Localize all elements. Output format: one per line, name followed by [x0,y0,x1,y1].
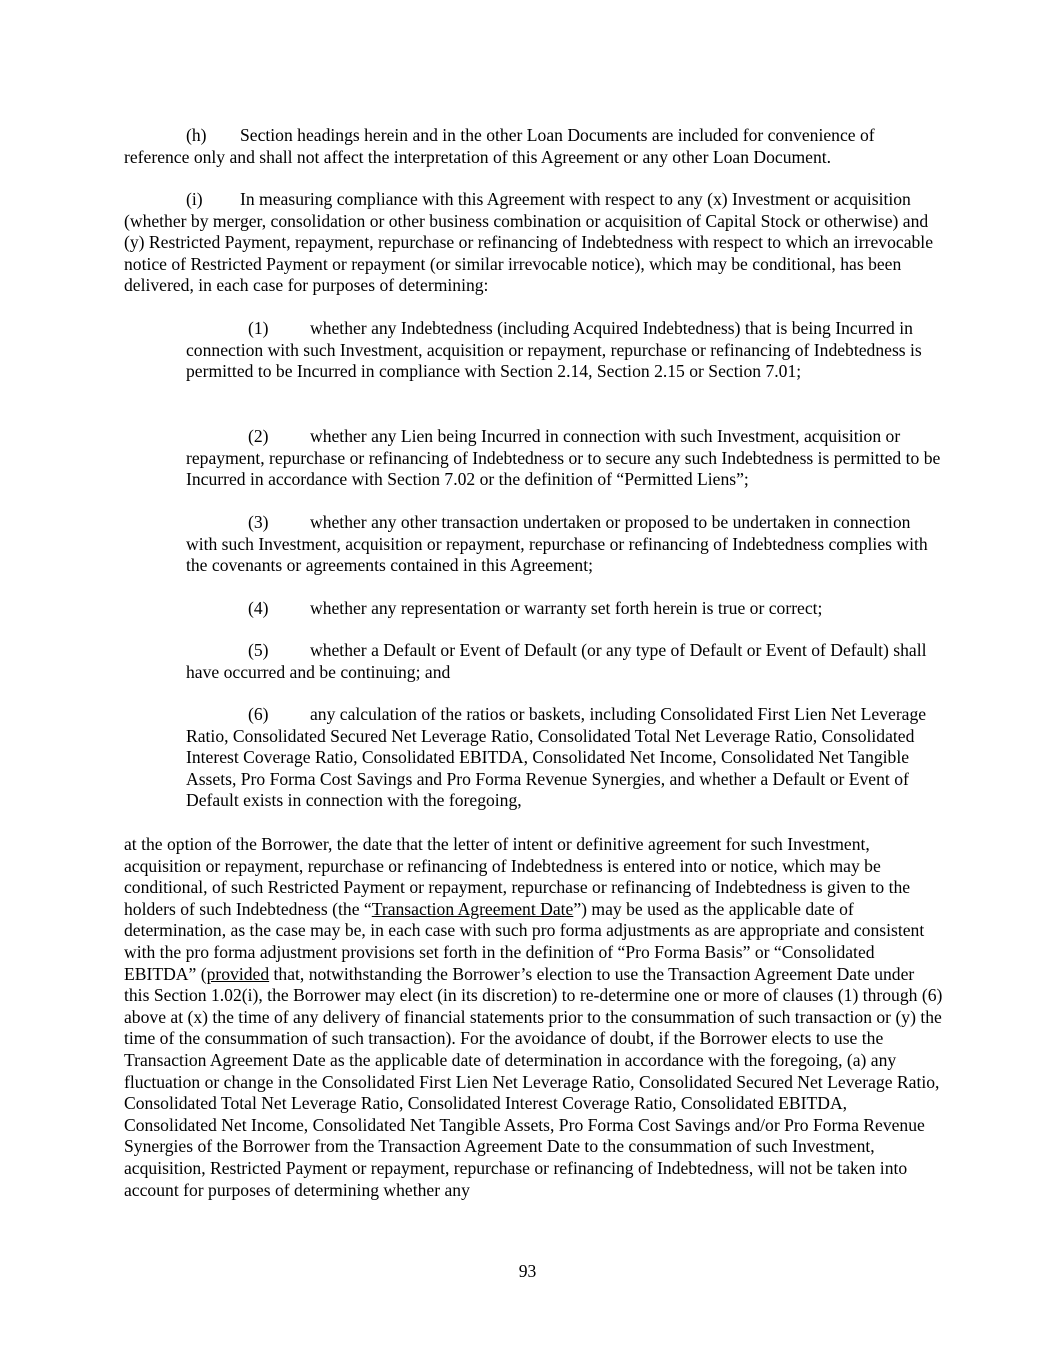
subclause-1-text: whether any Indebtedness (including Acquired Indebtedness) that is being Incurred in connection with such Investment, acquisition or repayment, repurchase or refinancing of Indebtedness is permitted to be Incurred in compliance with Section 2.14, Section 2.15 or Section 7.01; [186,318,922,382]
provided-term: provided [206,963,270,984]
subclause-5 [186,640,946,683]
page-number: 93 [518,1261,537,1281]
subclause-4 [186,598,946,620]
subclause-2 [186,426,946,491]
subclause-3 [186,512,946,577]
subclause-6-label: (6) [248,704,269,724]
paragraph-i [124,189,944,297]
subclause-3-text: whether any other transaction undertaken or proposed to be undertaken in connection with such Investment, acquisition or repayment, repurchase or refinancing of Indebtedness complies with the covenants or agreements contained in this Agreement; [186,512,928,576]
subclause-5-label: (5) [248,640,269,660]
defined-term-transaction-agreement-date: Transaction Agreement Date [371,898,574,919]
closing-paragraph-part-1: at the option of the Borrower, the date that the letter of intent or definitive agreement for such Investment, acquisition or repayment, repurchase or refinancing of Indebtedness is entered into or notice, which may be conditional, of such Restricted Payment or repayment, repurchase or refinancing of Indebtedness is given to the holders of such Indebtedness (the “ [124,834,911,919]
subclause-6 [186,704,946,812]
closing-paragraph-part-3: that, notwithstanding the Borrower’s election to use the Transaction Agreement Date under this Section 1.02(i), the Borrower may elect (in its discretion) to re-determine one or more of clauses (1) through (6) above at (x) the time of any delivery of financial statements prior to the consummation of such transaction or (y) the time of the consummation of such transaction). For the avoidance of doubt, if the Borrower elects to use the Transaction Agreement Date as the applicable date of determination in accordance with the foregoing, (a) any fluctuation or change in the Consolidated First Lien Net Leverage Ratio, Consolidated Secured Net Leverage Ratio, Consolidated Total Net Leverage Ratio, Consolidated Interest Coverage Ratio, Consolidated EBITDA, Consolidated Net Income, Consolidated Net Tangible Assets, Pro Forma Cost Savings and/or Pro Forma Revenue Synergies of the Borrower from the Transaction Agreement Date to the consummation of such Investment, acquisition, Restricted Payment or repayment, repurchase or refinancing of Indebtedness, will not be taken into account for purposes of determining whether any [124,963,943,1200]
subclause-2-text: whether any Lien being Incurred in connection with such Investment, acquisition or repayment, repurchase or refinancing of Indebtedness or to secure any such Indebtedness is permitted to be Incurred in accordance with Section 7.02 or the definition of “Permitted Liens”; [186,426,941,490]
paragraph-h-text: Section headings herein and in the other Loan Documents are included for convenience of reference only and shall not affect the interpretation of this Agreement or any other Loan Document. [124,125,875,167]
subclause-3-label: (3) [248,512,269,532]
closing-paragraph-part-2: ”) may be used as the applicable date of determination, as the case may be, in each case with such pro forma adjustments as are appropriate and consistent with the pro forma adjustment provisions set forth in the definition of “Pro Forma Basis” or “Consolidated EBITDA” ( [124,898,925,984]
paragraph-h-label: (h) [186,125,207,145]
subclause-4-label: (4) [248,598,269,618]
closing-paragraph [124,834,944,1201]
subclause-1-label: (1) [248,318,269,338]
subclause-2-label: (2) [248,426,269,446]
subclause-4-text: whether any representation or warranty set forth herein is true or correct; [310,598,823,618]
paragraph-h [124,125,944,168]
subclause-6-text: any calculation of the ratios or baskets, including Consolidated First Lien Net Leverage Ratio, Consolidated Secured Net Leverage Ratio, Consolidated Total Net Leverage Ratio, Consolidated Interest Coverage Ratio, Consolidated EBITDA, Consolidated Net Income, Consolidated Net Tangible Assets, Pro Forma Cost Savings and Pro Forma Revenue Synergies, and whether a Default or Event of Default exists in connection with the foregoing, [186,704,927,811]
subclause-5-text: whether a Default or Event of Default (or any type of Default or Event of Default) shall have occurred and be continuing; and [186,640,927,682]
paragraph-i-label: (i) [186,189,203,209]
subclause-1 [186,318,946,383]
paragraph-i-text: In measuring compliance with this Agreement with respect to any (x) Investment or acquisition (whether by merger, consolidation or other business combination or acquisition of Capital Stock or otherwise) and (y) Restricted Payment, repayment, repurchase or refinancing of Indebtedness with respect to which an irrevocable notice of Restricted Payment or repayment (or similar irrevocable notice), which may be conditional, has been delivered, in each case for purposes of determining: [124,189,934,296]
